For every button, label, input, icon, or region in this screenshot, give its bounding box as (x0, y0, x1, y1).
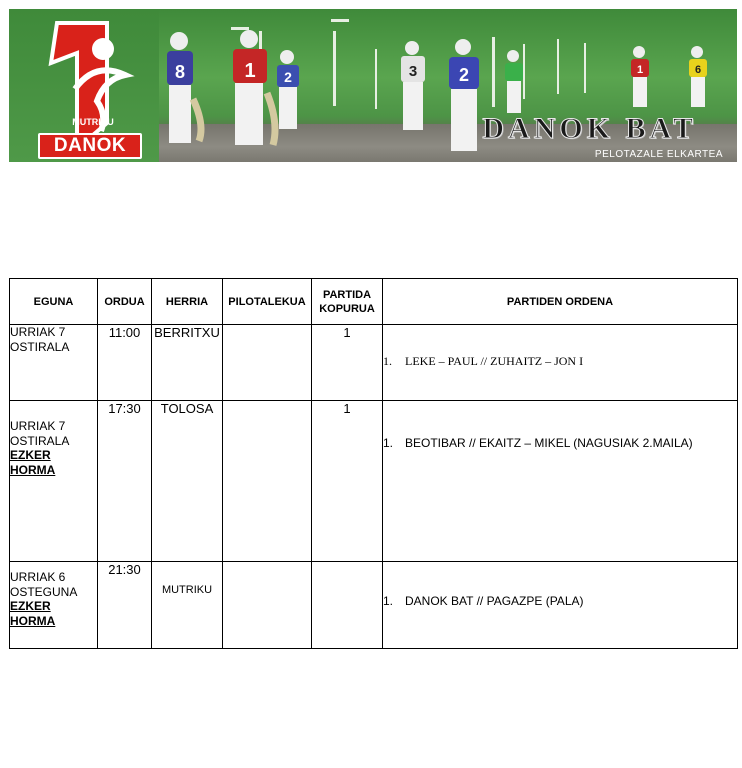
day-date: URRIAK 7 (10, 325, 66, 339)
day-date: URRIAK 6 (10, 570, 66, 584)
shirt-number-1: 1 (636, 64, 644, 76)
col-header-ordua: ORDUA (98, 279, 152, 325)
match-count-cell: 1 (312, 401, 383, 562)
club-logo (9, 9, 159, 162)
banner-subtitle: PELOTAZALE ELKARTEA (594, 149, 723, 160)
kopurua-label: KOPURUA (319, 302, 375, 315)
match-number: 1. (383, 594, 394, 608)
day-weekday: OSTIRALA (10, 433, 70, 448)
fronton-cell (223, 562, 312, 649)
col-header-eguna: EGUNA (10, 279, 98, 325)
match-number: 1. (383, 354, 392, 368)
table-row (10, 325, 738, 401)
time-cell: 11:00 (98, 325, 152, 401)
match-count-cell: 1 (312, 325, 383, 401)
time-cell: 17:30 (98, 401, 152, 562)
court-type-tag: HORMA (10, 613, 56, 628)
day-weekday: OSTIRALA (10, 339, 70, 354)
court-type-tag: EZKER (10, 448, 51, 462)
table-row (10, 401, 738, 562)
match-description: BEOTIBAR // EKAITZ – MIKEL (NAGUSIAK 2.MAILA) (405, 436, 693, 450)
town-cell: MUTRIKU (152, 562, 223, 649)
header-banner (9, 9, 737, 162)
match-count-cell (312, 562, 383, 649)
match-item (383, 354, 737, 369)
town-cell: BERRITXU (152, 325, 223, 401)
player-icon (685, 45, 713, 115)
match-number: 1. (383, 436, 394, 450)
match-order-cell (383, 325, 738, 401)
court-type-tag: HORMA (10, 462, 56, 477)
match-order-cell (383, 562, 738, 649)
banner-title: DANOK BAT (482, 112, 697, 145)
logo-name: DANOK (38, 133, 142, 159)
player-icon (627, 45, 655, 115)
shirt-number-8: 8 (174, 62, 186, 82)
time-cell: 21:30 (98, 562, 152, 649)
shirt-number-6: 6 (694, 64, 702, 76)
player-icon (269, 49, 309, 139)
court-type-tag: EZKER (10, 599, 51, 613)
match-description: DANOK BAT // PAGAZPE (PALA) (405, 594, 584, 608)
partida-label: PARTIDA (322, 288, 372, 301)
shirt-number-2: 2 (458, 65, 470, 85)
col-header-pilotalekua: PILOTALEKUA (223, 279, 312, 325)
col-header-partida-kopurua (312, 279, 383, 325)
shirt-number-1: 1 (244, 60, 256, 82)
match-item (383, 436, 737, 450)
match-order-cell (383, 401, 738, 562)
day-cell (10, 562, 98, 649)
shirt-number-3: 3 (408, 63, 418, 80)
table-row (10, 562, 738, 649)
day-cell (10, 325, 98, 401)
col-header-partiden-ordena: PARTIDEN ORDENA (383, 279, 738, 325)
fronton-cell (223, 325, 312, 401)
shirt-number-2: 2 (284, 69, 292, 85)
day-cell (10, 401, 98, 562)
table-header-row (10, 279, 738, 325)
col-header-herria: HERRIA (152, 279, 223, 325)
player-icon (159, 29, 207, 159)
logo-town: MUTRIKU (72, 117, 114, 127)
player-icon (499, 49, 529, 119)
fronton-cell (223, 401, 312, 562)
match-description: LEKE – PAUL // ZUHAITZ – JON I (405, 354, 584, 368)
town-cell: TOLOSA (152, 401, 223, 562)
match-schedule-table (9, 278, 738, 649)
player-icon (394, 39, 434, 139)
day-weekday: OSTEGUNA (10, 584, 78, 599)
match-item (383, 594, 737, 608)
day-date: URRIAK 7 (10, 419, 66, 433)
